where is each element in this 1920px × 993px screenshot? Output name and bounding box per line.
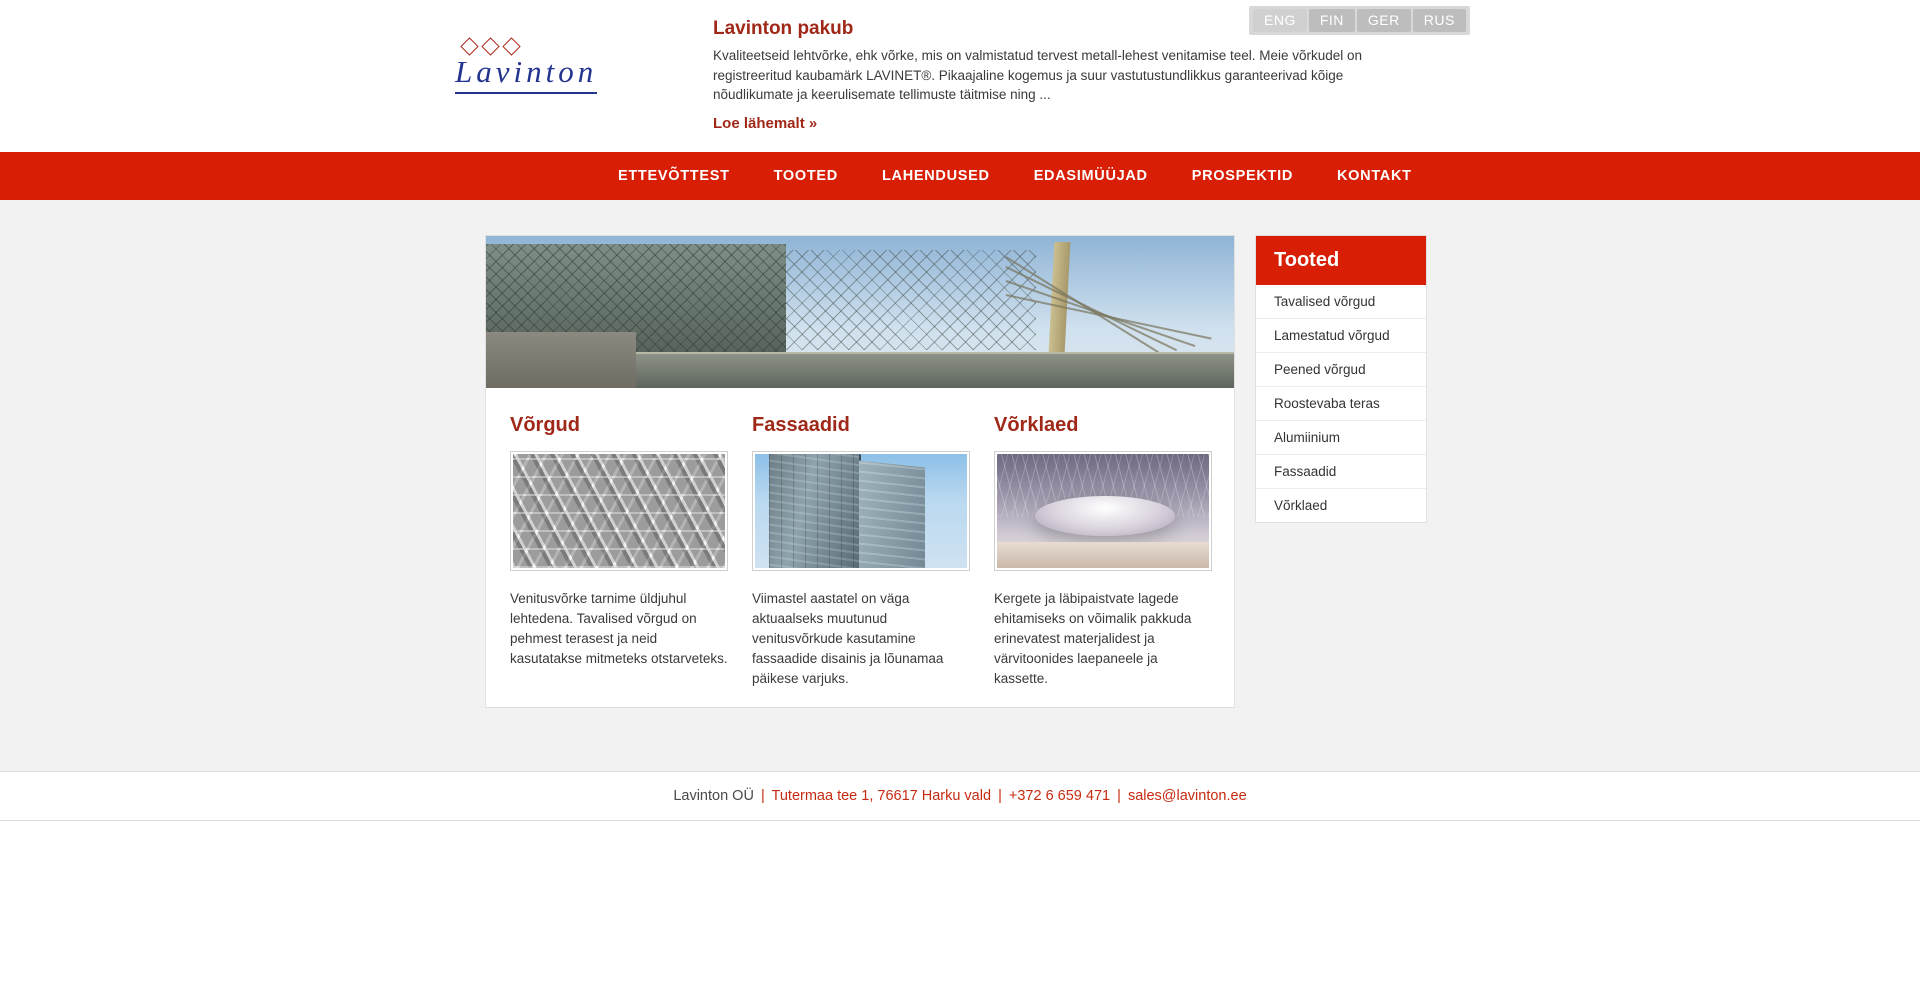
intro-title: Lavinton pakub bbox=[713, 18, 854, 39]
intro-block bbox=[713, 18, 1373, 133]
site-footer bbox=[0, 771, 1920, 821]
feature-text: Kergete ja läbipaistvate lagede ehitamiseks on võimalik pakkuda erinevatest materjalidest ja värvitoonides laepaneele ja kassette. bbox=[994, 591, 1192, 686]
facade-graphic bbox=[755, 454, 967, 568]
hero-mesh-fence-secondary bbox=[786, 250, 1036, 350]
feature-image-mesh[interactable] bbox=[510, 451, 728, 571]
nav-item-tooted[interactable]: TOOTED bbox=[773, 168, 838, 184]
hero-concrete-wall bbox=[486, 332, 636, 388]
diamond-icon bbox=[481, 37, 499, 55]
read-more-link[interactable]: Loe lähemalt » bbox=[713, 114, 818, 132]
content-area bbox=[0, 200, 1920, 771]
nav-item-edasimuujad[interactable]: EDASIMÜÜJAD bbox=[1033, 168, 1148, 184]
nav-items bbox=[596, 152, 1434, 200]
footer-separator: | bbox=[760, 788, 765, 804]
footer-phone-link[interactable]: +372 6 659 471 bbox=[1008, 788, 1111, 804]
sidebar-item-fassaadid[interactable]: Fassaadid bbox=[1256, 455, 1426, 489]
nav-item-lahendused[interactable]: LAHENDUSED bbox=[881, 168, 990, 184]
feature-text: Viimastel aastatel on väga aktuaalseks muutunud venitusvõrkude kasutamine fassaadide disainis ja lõunamaa päikese varjuks. bbox=[752, 591, 944, 686]
feature-column-vorklaed bbox=[994, 402, 1212, 689]
nav-item-ettevottest[interactable]: ETTEVÕTTEST bbox=[618, 168, 730, 184]
hero-image bbox=[486, 236, 1234, 388]
feature-text: Venitusvõrke tarnime üldjuhul lehtedena. Tavalised võrgud on pehmest terasest ja neid kasutatakse mitmeteks otstarveteks. bbox=[510, 591, 728, 666]
footer-address: Tutermaa tee 1, 76617 Harku vald bbox=[771, 788, 992, 804]
site-logo[interactable] bbox=[455, 40, 665, 92]
intro-body: Kvaliteetseid lehtvõrke, ehk võrke, mis on valmistatud tervest metall-lehest venitamise teel. Meie võrkudel on registreeritud kaubamärk LAVINET®. Pikaajaline kogemus ja suur vastutustundlikkus garanteerivad kõige nõudlikumate ja keerulisemate tellimuste täitmise ning ... bbox=[713, 48, 1363, 103]
feature-column-vorgud bbox=[510, 402, 728, 689]
language-option-rus[interactable]: RUS bbox=[1413, 9, 1466, 32]
language-option-ger[interactable]: GER bbox=[1357, 9, 1411, 32]
site-header bbox=[0, 0, 1920, 152]
footer-separator: | bbox=[1117, 788, 1121, 804]
nav-item-kontakt[interactable]: KONTAKT bbox=[1337, 168, 1412, 184]
products-sidebar bbox=[1255, 235, 1427, 523]
feature-column-fassaadid bbox=[752, 402, 970, 689]
sidebar-item-vorklaed[interactable]: Võrklaed bbox=[1256, 489, 1426, 522]
feature-title: Fassaadid bbox=[752, 414, 850, 436]
logo-wordmark: Lavinton bbox=[455, 54, 597, 94]
nav-item-prospektid[interactable]: PROSPEKTID bbox=[1191, 168, 1293, 184]
ceiling-graphic bbox=[997, 454, 1209, 568]
footer-company: Lavinton OÜ bbox=[673, 788, 754, 804]
feature-title: Võrgud bbox=[510, 414, 580, 436]
main-panel bbox=[485, 235, 1235, 708]
sidebar-item-lamestatud-vorgud[interactable]: Lamestatud võrgud bbox=[1256, 319, 1426, 353]
mesh-pattern-graphic bbox=[513, 454, 725, 568]
footer-contact-line bbox=[0, 772, 1920, 820]
building-back bbox=[859, 461, 925, 568]
sidebar-item-aluminium[interactable]: Alumiinium bbox=[1256, 421, 1426, 455]
footer-separator: | bbox=[998, 788, 1002, 804]
diamonds-icon bbox=[463, 40, 518, 53]
feature-columns bbox=[486, 388, 1234, 689]
ceiling-disc bbox=[1035, 496, 1175, 536]
sidebar-title: Tooted bbox=[1256, 236, 1426, 285]
feature-title: Võrklaed bbox=[994, 414, 1079, 436]
main-navigation bbox=[0, 152, 1920, 200]
feature-image-ceiling[interactable] bbox=[994, 451, 1212, 571]
footer-email-link[interactable]: sales@lavinton.ee bbox=[1127, 788, 1247, 804]
sidebar-item-tavalised-vorgud[interactable]: Tavalised võrgud bbox=[1256, 285, 1426, 319]
building-front bbox=[769, 454, 861, 568]
ceiling-floor bbox=[997, 542, 1209, 568]
feature-image-facade[interactable] bbox=[752, 451, 970, 571]
sidebar-item-peened-vorgud[interactable]: Peened võrgud bbox=[1256, 353, 1426, 387]
diamond-icon bbox=[460, 37, 478, 55]
language-option-eng[interactable]: ENG bbox=[1253, 9, 1307, 32]
sidebar-item-roostevaba-teras[interactable]: Roostevaba teras bbox=[1256, 387, 1426, 421]
language-option-fin[interactable]: FIN bbox=[1309, 9, 1355, 32]
diamond-icon bbox=[502, 37, 520, 55]
